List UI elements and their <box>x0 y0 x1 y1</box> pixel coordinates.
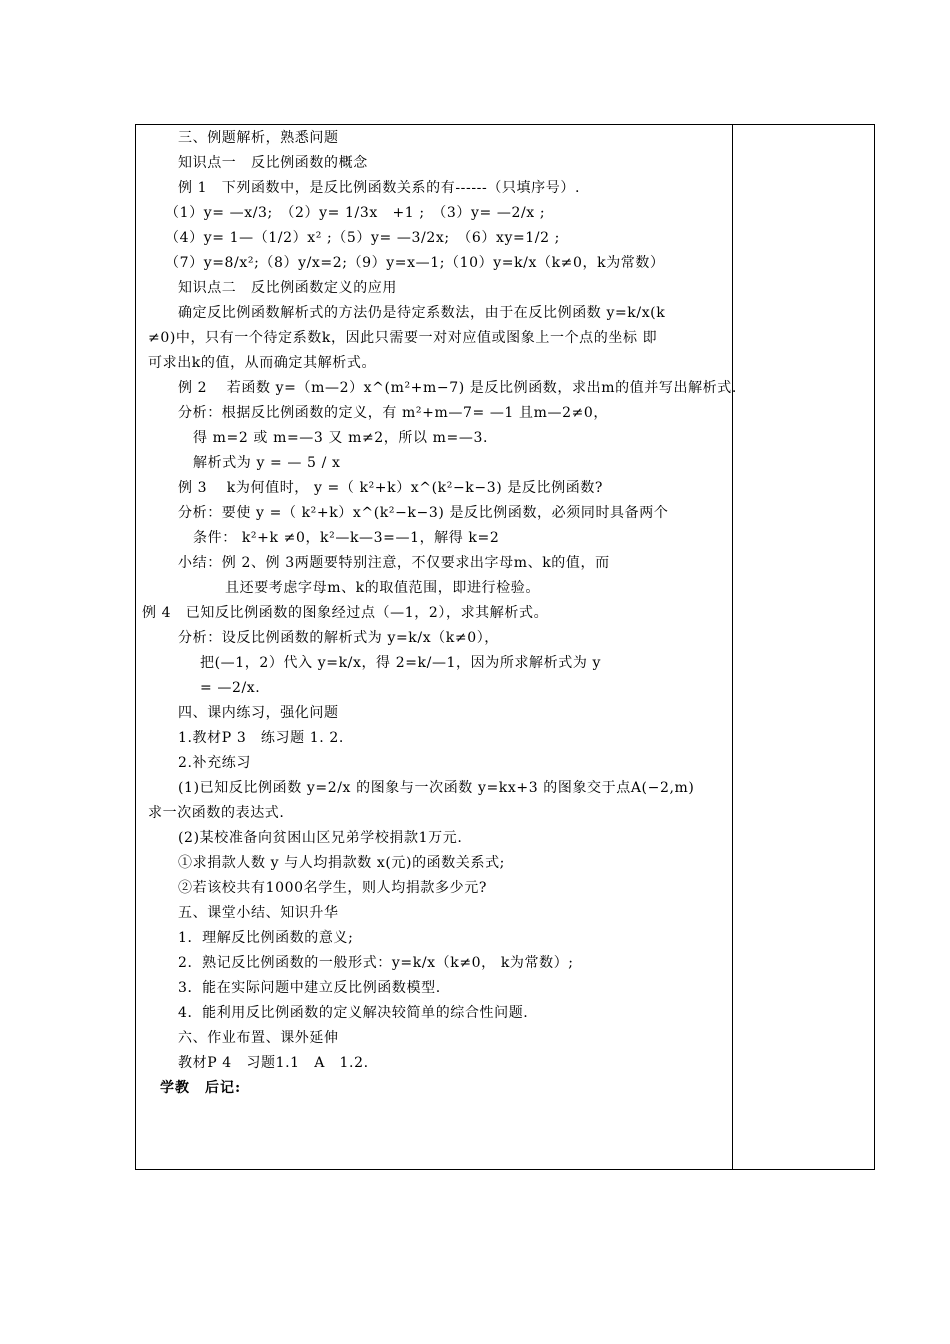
paragraph-line: ≠0)中，只有一个待定系数k，因此只需要一对对应值或图象上一个点的坐标 即 <box>148 330 658 346</box>
section-heading: 三、例题解析，熟悉问题 <box>178 130 339 146</box>
option-line: （4）y= 1—（1/2）x² ;（5）y= —3/2x; （6）xy=1/2 ; <box>165 230 560 246</box>
summary-line: 小结：例 2、例 3两题要特别注意，不仅要求出字母m、k的值，而 <box>178 555 610 571</box>
analysis-line: = —2/x. <box>200 680 261 696</box>
exercise-line: ①求捐款人数 y 与人均捐款数 x(元)的函数关系式; <box>178 855 505 871</box>
example-text: 例 3 k为何值时， y =（ k²+k）x^(k²−k−3) 是反比例函数? <box>178 480 604 496</box>
analysis-line: 把(—1，2）代入 y=k/x，得 2=k/—1，因为所求解析式为 y <box>200 655 602 671</box>
summary-line: 且还要考虑字母m、k的取值范围，即进行检验。 <box>225 580 540 596</box>
example-text: 例 4 已知反比例函数的图象经过点（—1，2），求其解析式。 <box>142 605 549 621</box>
table-column-divider <box>732 124 733 1170</box>
option-line: （1）y= —x/3; （2）y= 1/3x +1 ; （3）y= —2/x ; <box>165 205 546 221</box>
option-line: （7）y=8/x²;（8）y/x=2;（9）y=x—1;（10）y=k/x（k≠0，k为常数） <box>165 255 665 271</box>
exercise-line: (1)已知反比例函数 y=2/x 的图象与一次函数 y=kx+3 的图象交于点A(−2,m) <box>178 780 695 796</box>
section-heading: 六、作业布置、课外延伸 <box>178 1030 339 1046</box>
exercise-line: 1.教材P 3 练习题 1. 2. <box>178 730 344 746</box>
example-text: 例 1 下列函数中，是反比例函数关系的有------（只填序号）. <box>178 180 580 196</box>
analysis-line: 解析式为 y = — 5 / x <box>193 455 341 471</box>
summary-item: 3．能在实际问题中建立反比例函数模型. <box>178 980 441 996</box>
summary-item: 2．熟记反比例函数的一般形式：y=k/x（k≠0， k为常数）; <box>178 955 574 971</box>
section-heading: 四、课内练习，强化问题 <box>178 705 339 721</box>
summary-item: 4．能利用反比例函数的定义解决较简单的综合性问题. <box>178 1005 529 1021</box>
knowledge-point: 知识点一 反比例函数的概念 <box>178 155 368 171</box>
section-heading: 五、课堂小结、知识升华 <box>178 905 339 921</box>
analysis-line: 分析：根据反比例函数的定义，有 m²+m—7= —1 且m—2≠0， <box>178 405 609 421</box>
homework-line: 教材P 4 习题1.1 A 1.2. <box>178 1055 369 1071</box>
exercise-line: 2.补充练习 <box>178 755 251 771</box>
analysis-line: 得 m=2 或 m=—3 又 m≠2，所以 m=—3. <box>193 430 489 446</box>
exercise-line: ②若该校共有1000名学生，则人均捐款多少元? <box>178 880 487 896</box>
afterword-label: 学教 后记: <box>160 1080 242 1096</box>
analysis-line: 分析：要使 y =（ k²+k）x^(k²−k−3) 是反比例函数，必须同时具备两个 <box>178 505 669 521</box>
paragraph-line: 可求出k的值，从而确定其解析式。 <box>148 355 377 371</box>
analysis-line: 条件： k²+k ≠0，k²—k—3=—1，解得 k=2 <box>193 530 500 546</box>
paragraph-line: 确定反比例函数解析式的方法仍是待定系数法，由于在反比例函数 y=k/x(k <box>178 305 666 321</box>
analysis-line: 分析：设反比例函数的解析式为 y=k/x（k≠0）， <box>178 630 499 646</box>
example-text: 例 2 若函数 y=（m—2）x^(m²+m−7) 是反比例函数，求出m的值并写出解析式. <box>178 380 737 396</box>
knowledge-point: 知识点二 反比例函数定义的应用 <box>178 280 397 296</box>
summary-item: 1．理解反比例函数的意义; <box>178 930 354 946</box>
exercise-line: (2)某校准备向贫困山区兄弟学校捐款1万元. <box>178 830 463 846</box>
exercise-line: 求一次函数的表达式. <box>148 805 285 821</box>
